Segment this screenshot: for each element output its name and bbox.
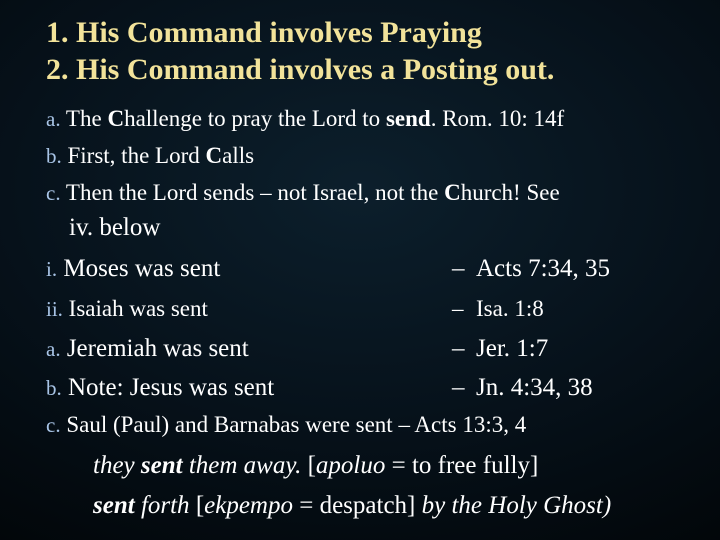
italic-pre: they bbox=[93, 452, 141, 479]
list-item bbox=[46, 143, 254, 169]
item-text-cap: C bbox=[205, 143, 223, 168]
bracket-open: [ bbox=[301, 452, 316, 479]
item-text-mid: hallenge to pray the Lord to bbox=[124, 106, 386, 131]
list-marker: c. bbox=[46, 413, 61, 437]
slide-title bbox=[46, 14, 706, 88]
item-dash: – bbox=[452, 335, 465, 362]
greek-term: ekpempo bbox=[204, 492, 293, 519]
item-text-post: alls bbox=[222, 143, 255, 168]
list-marker: a. bbox=[46, 337, 61, 361]
item-text-cap: C bbox=[444, 180, 461, 205]
list-marker: a. bbox=[46, 107, 61, 131]
list-marker: b. bbox=[46, 144, 62, 168]
italic-bold-sent: sent bbox=[93, 492, 135, 519]
italic-mid: them away. bbox=[182, 452, 302, 479]
item-dash: – bbox=[452, 255, 465, 282]
item-continuation: iv. below bbox=[69, 214, 161, 241]
list-item bbox=[46, 180, 560, 206]
item-text-pre: First, the Lord bbox=[67, 143, 206, 168]
list-item bbox=[46, 412, 526, 438]
item-text: Jeremiah was sent bbox=[66, 335, 249, 362]
item-reference: Jn. 4:34, 38 bbox=[476, 374, 593, 401]
item-text-post: hurch! See bbox=[460, 180, 560, 205]
list-marker: b. bbox=[46, 376, 62, 400]
list-marker: ii. bbox=[46, 297, 63, 321]
list-item bbox=[46, 296, 208, 322]
item-dash: – bbox=[452, 374, 465, 401]
title-line-1: 1. His Command involves Praying bbox=[46, 16, 482, 49]
list-item bbox=[46, 374, 274, 402]
item-text-cap: C bbox=[107, 106, 125, 131]
item-text-pre: Then the Lord sends – not Israel, not the bbox=[65, 180, 445, 205]
list-marker: c. bbox=[46, 181, 61, 205]
item-dash: – bbox=[452, 296, 464, 321]
item-text-post: . Rom. 10: 14f bbox=[430, 106, 565, 131]
term-definition: = to free fully] bbox=[385, 452, 539, 479]
list-item bbox=[46, 106, 564, 132]
item-reference: Jer. 1:7 bbox=[476, 335, 549, 362]
italic-bold-sent: sent bbox=[140, 452, 183, 479]
item-text-pre: The bbox=[65, 106, 108, 131]
bracket-open: [ bbox=[189, 492, 205, 519]
title-line-2: 2. His Command involves a Posting out. bbox=[46, 53, 555, 86]
item-text: Note: Jesus was sent bbox=[68, 374, 275, 401]
list-item bbox=[46, 335, 249, 363]
item-reference: Acts 7:34, 35 bbox=[476, 255, 611, 282]
item-text-bold: send bbox=[385, 106, 431, 131]
italic-line-2 bbox=[93, 492, 611, 520]
list-item bbox=[46, 255, 220, 283]
item-text: Saul (Paul) and Barnabas were sent – Acts 13:3, 4 bbox=[66, 412, 527, 437]
term-definition: = despatch] bbox=[292, 492, 416, 519]
italic-line-1 bbox=[93, 452, 538, 480]
italic-tail: by the Holy Ghost) bbox=[415, 492, 612, 519]
greek-term: apoluo bbox=[315, 452, 386, 479]
item-reference: Isa. 1:8 bbox=[476, 296, 544, 321]
list-marker: i. bbox=[46, 257, 58, 281]
item-text: Isaiah was sent bbox=[68, 296, 208, 321]
italic-mid: forth bbox=[134, 492, 190, 519]
item-text: Moses was sent bbox=[63, 255, 221, 282]
